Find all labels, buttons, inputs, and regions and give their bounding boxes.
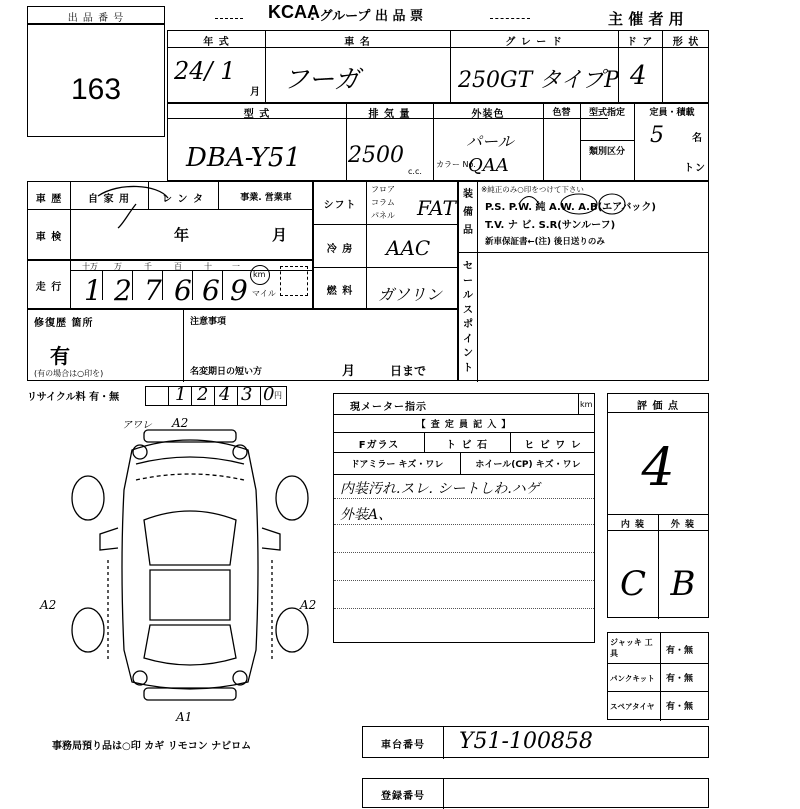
- score-block: [607, 393, 709, 618]
- sales-point-label: セ ー ル ス ポ イ ン ト: [463, 261, 473, 374]
- displacement-value: 2500: [348, 143, 404, 168]
- recycle-digit: 2: [197, 384, 209, 405]
- deadline-day-unit: 日まで: [390, 364, 427, 378]
- header-title: . グループ 出 品 票: [310, 9, 424, 24]
- digit-header: 一: [232, 262, 240, 271]
- recycle-digit: 3: [241, 384, 253, 405]
- header-logo: KCAA: [268, 2, 320, 22]
- inspection-month-unit: 月: [272, 226, 288, 244]
- diagram-footer: 事務局預り品は○印 カギ リモコン ナビロム: [52, 741, 252, 752]
- cc-unit: c.c.: [408, 167, 422, 176]
- model-label: 車 名: [344, 37, 371, 48]
- recycle-row: [27, 384, 292, 406]
- score-value: 4: [641, 438, 675, 498]
- color-no-value: QAA: [468, 155, 509, 176]
- chassis-block: [362, 726, 709, 758]
- fuel-label: 燃 料: [326, 286, 354, 297]
- lot-number-value: 163: [70, 73, 122, 106]
- chassis-label: 車台番号: [381, 740, 425, 751]
- tool-label: パンクキット: [610, 674, 655, 683]
- recycle-label: リサイクル料 有・無: [27, 392, 120, 403]
- tool-value: 有・無: [666, 646, 694, 656]
- shift-value: FAT: [417, 196, 456, 220]
- inspection-comment-1: 内装汚れ.スレ. シートしわ.ハゲ: [340, 481, 540, 497]
- deadline-label: 名変期日の短い方: [190, 367, 263, 377]
- digit-header: 十万: [82, 262, 98, 271]
- color-no-label: カラー No.: [436, 160, 476, 169]
- registration-label: 登録番号: [381, 791, 425, 802]
- equipment-line2: T.V. ナ ビ. S.R(サンルーフ): [485, 220, 616, 231]
- mechanical-block: [313, 181, 458, 309]
- equipment-note: ※純正のみ○印をつけて下さい: [481, 185, 584, 194]
- recycle-yen-unit: 円: [274, 391, 282, 400]
- mile-label: マイル: [252, 289, 276, 298]
- history-block: [27, 181, 313, 309]
- chip-label: ト ビ 石: [446, 440, 488, 451]
- deadline-month-unit: 月: [342, 364, 356, 379]
- lot-number-box: [27, 6, 165, 137]
- column-label: コラム: [371, 198, 395, 207]
- repair-block: [27, 309, 458, 381]
- mileage-check-box: [280, 266, 308, 296]
- year-value: 24/ 1: [174, 57, 236, 85]
- equipment-block: [458, 181, 709, 381]
- floor-label: フロア: [371, 185, 395, 194]
- mileage-digit: 1: [84, 274, 102, 307]
- type-value: DBA-Y51: [186, 143, 301, 173]
- diagram-mark-right: A2: [300, 598, 317, 612]
- grade-value: 250GT タイプP: [458, 68, 619, 93]
- meter-label: 現メーター指示: [350, 402, 427, 413]
- repair-history-label: 修復歴 箇所: [34, 318, 94, 329]
- ac-label: 冷 房: [326, 244, 354, 255]
- repair-history-value: 有: [50, 344, 70, 368]
- inspection-comment-2: 外装A、: [340, 507, 393, 523]
- interior-label: 内 装: [620, 520, 646, 530]
- grade-label: グ レ ー ド: [505, 37, 563, 48]
- score-label: 評 価 点: [637, 401, 679, 412]
- classification-label: 類別区分: [588, 147, 625, 157]
- f-glass-label: Fガラス: [358, 440, 400, 451]
- equipment-circles: [499, 190, 639, 220]
- diagram-mark-rear: A1: [176, 710, 193, 724]
- ac-value: AAC: [386, 236, 431, 260]
- digit-header: 万: [114, 262, 122, 271]
- mileage-digit: 2: [114, 274, 132, 307]
- inspection-label: 車 検: [35, 232, 63, 243]
- diagram-mark-front: A2: [172, 416, 189, 430]
- inspection-year-unit: 年: [174, 226, 190, 244]
- panel-label: パネル: [371, 211, 395, 220]
- repaint-label: 色替: [552, 108, 571, 118]
- equipment-label: 装 備 品: [463, 189, 473, 236]
- inspector-header: 【 査 定 員 記 入 】: [416, 420, 512, 430]
- displacement-label: 排 気 量: [368, 109, 411, 120]
- mileage-digit: 7: [144, 274, 162, 307]
- recycle-digit: 1: [175, 384, 187, 405]
- wheel-label: ホイール(CP) キズ・ワレ: [475, 460, 581, 470]
- exterior-color-label: 外装色: [471, 109, 505, 120]
- chassis-value: Y51-100858: [459, 729, 593, 754]
- tool-label: スペアタイヤ: [610, 702, 655, 711]
- mileage-digits: [72, 260, 272, 310]
- tool-value: 有・無: [666, 702, 694, 712]
- fuel-value: ガソリン: [378, 285, 443, 304]
- exterior-value: B: [670, 564, 696, 604]
- recycle-digit: 0: [263, 384, 275, 405]
- door-mirror-label: ドアミラー キズ・ワレ: [350, 460, 444, 470]
- tool-value: 有・無: [666, 674, 694, 684]
- equipment-line3: 新車保証書←(注) 後日送りのみ: [485, 237, 605, 247]
- lot-number-label: 出 品 番 号: [67, 13, 125, 24]
- year-label: 年 式: [203, 37, 230, 48]
- organizer-use-label: 主 催 者 用: [608, 10, 684, 28]
- capacity-label: 定員・積載: [649, 108, 695, 118]
- digit-header: 十: [204, 262, 212, 271]
- rental-label: レ ン タ: [162, 194, 204, 205]
- mileage-digit: 6: [174, 274, 192, 307]
- digit-header: 百: [174, 262, 182, 271]
- equipment-line1: P.S. P.W. 純 A.W. A.B(エアバック): [485, 202, 656, 213]
- diagram-mark-left: A2: [40, 598, 57, 612]
- exterior-label: 外 装: [670, 520, 696, 530]
- ton-unit: トン: [684, 163, 706, 174]
- tool-label: ジャッキ 工 具: [610, 638, 653, 658]
- exterior-color-value: パール: [466, 132, 514, 151]
- type-designation-label: 型式指定: [588, 108, 625, 118]
- digit-header: 千: [144, 262, 152, 271]
- meter-km-unit: km: [580, 400, 593, 409]
- km-label: km: [253, 270, 266, 279]
- registration-block: [362, 778, 709, 808]
- mileage-digit: 6: [202, 274, 220, 307]
- crack-label: ヒ ビ ワ レ: [524, 440, 582, 451]
- doors-label: ド ア: [626, 37, 654, 48]
- notes-label: 注意事項: [190, 317, 227, 327]
- type-label: 型 式: [243, 109, 271, 120]
- recycle-digit: 4: [219, 384, 231, 405]
- model-value: フーガ: [283, 65, 360, 95]
- interior-value: C: [619, 564, 646, 604]
- private-use-circle: [88, 184, 178, 230]
- mileage-digit: 9: [230, 274, 248, 307]
- mileage-label: 走 行: [35, 282, 63, 293]
- private-use-label: 自 家 用: [88, 194, 130, 205]
- business-label: 事業. 営業車: [240, 193, 292, 203]
- capacity-unit: 名: [692, 133, 703, 144]
- capacity-value: 5: [650, 123, 664, 148]
- shape-label: 形 状: [672, 37, 700, 48]
- car-body-diagram: [60, 420, 320, 710]
- diagram-mark-front-left: アワレ: [122, 420, 152, 431]
- header-dashed-right: [490, 18, 530, 19]
- doors-value: 4: [630, 61, 647, 91]
- repair-history-note: (有の場合は○印を): [34, 369, 104, 378]
- shift-label: シフト: [323, 200, 357, 211]
- year-month-unit: 月: [250, 87, 261, 98]
- tools-block: [607, 632, 709, 720]
- inspection-block: [333, 393, 595, 643]
- history-label: 車 歴: [35, 194, 63, 205]
- vehicle-table: [167, 30, 709, 181]
- header-dashed-left: [215, 18, 243, 19]
